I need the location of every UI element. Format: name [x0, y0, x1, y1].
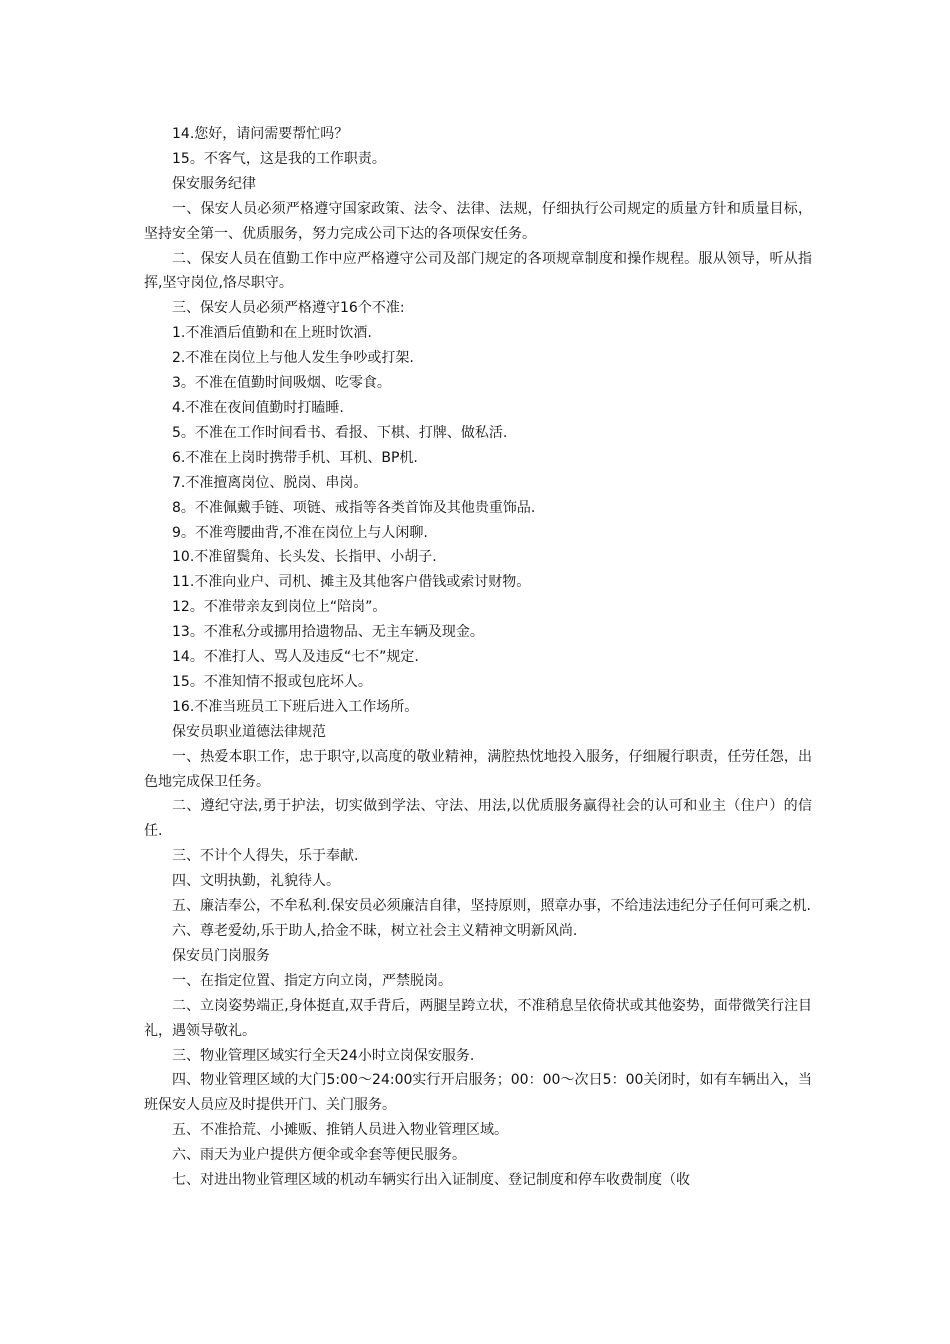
list-item: 7.不准擅离岗位、脱岗、串岗。	[172, 474, 368, 491]
list-item: 9。不准弯腰曲背,不准在岗位上与人闲聊.	[172, 524, 428, 541]
list-item: 16.不准当班员工下班后进入工作场所。	[172, 698, 419, 715]
paragraph: 三、不计个人得失，乐于奉献.	[172, 848, 359, 865]
section-heading: 保安员职业道德法律规范	[172, 723, 326, 740]
list-item: 10.不准留鬓角、长头发、长指甲、小胡子.	[172, 549, 437, 566]
paragraph: 二、遵纪守法,勇于护法，切实做到学法、守法、用法,以优质服务赢得社会的认可和业主（住户）的信任.	[144, 798, 812, 840]
document-body	[144, 122, 812, 1193]
paragraph: 15。不客气，这是我的工作职责。	[172, 150, 386, 167]
list-item: 14。不准打人、骂人及违反“七不”规定.	[172, 649, 419, 666]
section-heading: 保安员门岗服务	[172, 947, 270, 964]
paragraph: 四、文明执勤，礼貌待人。	[172, 873, 340, 890]
paragraph: 一、保安人员必须严格遵守国家政策、法令、法律、法规，仔细执行公司规定的质量方针和质量目标，坚持安全第一、优质服务，努力完成公司下达的各项保安任务。	[144, 200, 812, 242]
list-item: 11.不准向业户、司机、摊主及其他客户借钱或索讨财物。	[172, 574, 531, 591]
paragraph: 六、尊老爱幼,乐于助人,拾金不昧，树立社会主义精神文明新风尚.	[172, 923, 578, 939]
list-item: 5。不准在工作时间看书、看报、下棋、打牌、做私活.	[172, 424, 508, 441]
list-item: 1.不准酒后值勤和在上班时饮酒.	[172, 325, 372, 342]
list-item: 6.不准在上岗时携带手机、耳机、BP机.	[172, 449, 418, 466]
paragraph: 六、雨天为业户提供方便伞或伞套等便民服务。	[172, 1147, 466, 1164]
paragraph: 二、立岗姿势端正,身体挺直,双手背后，两腿呈跨立状，不准稍息呈依倚状或其他姿势，面带微笑行注目礼，遇领导敬礼。	[144, 997, 812, 1039]
paragraph: 五、廉洁奉公，不牟私利.保安员必须廉洁自律，坚持原则，照章办事，不给违法违纪分子任何可乘之机.	[172, 898, 811, 915]
list-item: 8。不准佩戴手链、项链、戒指等各类首饰及其他贵重饰品.	[172, 499, 536, 516]
paragraph: 七、对进出物业管理区域的机动车辆实行出入证制度、登记制度和停车收费制度（收	[172, 1172, 690, 1189]
paragraph: 二、保安人员在值勤工作中应严格遵守公司及部门规定的各项规章制度和操作规程。服从领导，听从指挥,坚守岗位,恪尽职守。	[144, 250, 812, 292]
list-item: 3。不准在值勤时间吸烟、吃零食。	[172, 375, 391, 392]
list-item: 13。不准私分或挪用拾遗物品、无主车辆及现金。	[172, 624, 484, 641]
list-item: 12。不准带亲友到岗位上“陪岗”。	[172, 599, 387, 616]
paragraph: 三、保安人员必须严格遵守16个不准:	[172, 300, 405, 317]
paragraph: 一、热爱本职工作，忠于职守,以高度的敬业精神，满腔热忱地投入服务，仔细履行职责，任劳任怨，出色地完成保卫任务。	[144, 748, 812, 790]
paragraph: 14.您好，请问需要帮忙吗？	[172, 126, 349, 142]
paragraph: 五、不准拾荒、小摊贩、推销人员进入物业管理区域。	[172, 1122, 508, 1139]
section-heading: 保安服务纪律	[172, 175, 256, 192]
list-item: 2.不准在岗位上与他人发生争吵或打架.	[172, 350, 414, 367]
paragraph: 三、物业管理区域实行全天24小时立岗保安服务.	[172, 1047, 475, 1064]
paragraph: 一、在指定位置、指定方向立岗，严禁脱岗。	[172, 972, 452, 989]
paragraph: 四、物业管理区域的大门5:00～24:00实行开启服务；00：00～次日5：00关闭时，如有车辆出入，当班保安人员应及时提供开门、关门服务。	[144, 1072, 812, 1114]
list-item: 15。不准知情不报或包庇坏人。	[172, 673, 372, 690]
list-item: 4.不准在夜间值勤时打瞌睡.	[172, 399, 344, 416]
